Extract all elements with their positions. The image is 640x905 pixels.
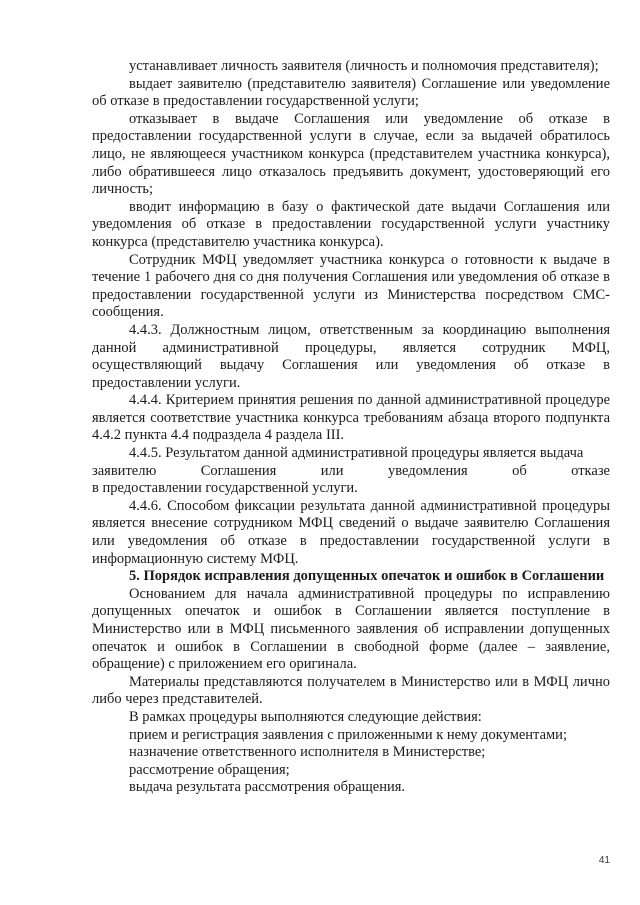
paragraph-actions-intro: В рамках процедуры выполняются следующие действия: bbox=[129, 708, 482, 725]
list-item-registration: прием и регистрация заявления с приложенными к нему документами; bbox=[129, 726, 567, 743]
paragraph-issue-agreement: выдает заявителю (представителю заявителя) Соглашение или уведомление об отказе в предоставлении государственной услуги; bbox=[92, 75, 610, 110]
section-heading: 5. Порядок исправления допущенных опечаток и ошибок в Соглашении bbox=[129, 568, 605, 585]
paragraph-materials: Материалы представляются получателем в Министерство или в МФЦ лично либо через представителей. bbox=[92, 673, 610, 708]
paragraph-4-4-5-line2: заявителю Соглашения или уведомления об отказе bbox=[92, 462, 610, 479]
list-item-assignment: назначение ответственного исполнителя в Министерстве; bbox=[129, 744, 486, 761]
paragraph-sms-notification: Сотрудник МФЦ уведомляет участника конкурса о готовности к выдаче в течение 1 рабочего дня со дня получения Соглашения или уведомления об отказе в предоставлении государственной услуги из Министерства посредством СМС-сообщения. bbox=[92, 251, 610, 321]
list-item-result: выдача результата рассмотрения обращения. bbox=[129, 779, 406, 796]
paragraph-grounds: Основанием для начала административной процедуры по исправлению допущенных опечаток и ошибок в Соглашении является поступление в Министерство или в МФЦ письменного заявления об исправлении допущенных опечаток и ошибок в Соглашении в свободной форме (далее – заявление, обращение) с приложением его оригинала. bbox=[92, 585, 610, 673]
paragraph-database-entry: вводит информацию в базу о фактической дате выдачи Соглашения или уведомления об отказе в предоставлении государственной услуги участнику конкурса (представителю участника конкурса). bbox=[92, 198, 610, 250]
paragraph-refusal: отказывает в выдаче Соглашения или уведомление об отказе в предоставлении государственной услуги в случае, если за выдачей обратилось лицо, не являющееся участником конкурса (представителем участника конкурса), либо обратившееся лицо отказалось предъявить документ, удостоверяющий его личность; bbox=[92, 110, 610, 198]
document-body bbox=[92, 58, 610, 797]
list-item-review: рассмотрение обращения; bbox=[129, 761, 290, 778]
paragraph-4-4-6: 4.4.6. Способом фиксации результата данной административной процедуры является внесение сотрудником МФЦ сведений о выдаче заявителю Соглашения или уведомления об отказе в предоставлении государственной услуги в информационную систему МФЦ. bbox=[92, 497, 610, 567]
page-number: 41 bbox=[598, 855, 610, 866]
paragraph-4-4-4: 4.4.4. Критерием принятия решения по данной административной процедуре является соответствие участника конкурса требованиям абзаца второго подпункта 4.4.2 пункта 4.4 подраздела 4 раздела III. bbox=[92, 392, 610, 444]
paragraph-4-4-5-line3: в предоставлении государственной услуги. bbox=[92, 480, 358, 497]
paragraph-4-4-5: 4.4.5. Результатом данной административной процедуры является выдача bbox=[129, 445, 584, 462]
paragraph-identity: устанавливает личность заявителя (личность и полномочия представителя); bbox=[129, 58, 599, 74]
paragraph-4-4-3: 4.4.3. Должностным лицом, ответственным за координацию выполнения данной административной процедуры, является сотрудник МФЦ, осуществляющий выдачу Соглашения или уведомления об отказе в предоставлении услуги. bbox=[92, 321, 610, 391]
